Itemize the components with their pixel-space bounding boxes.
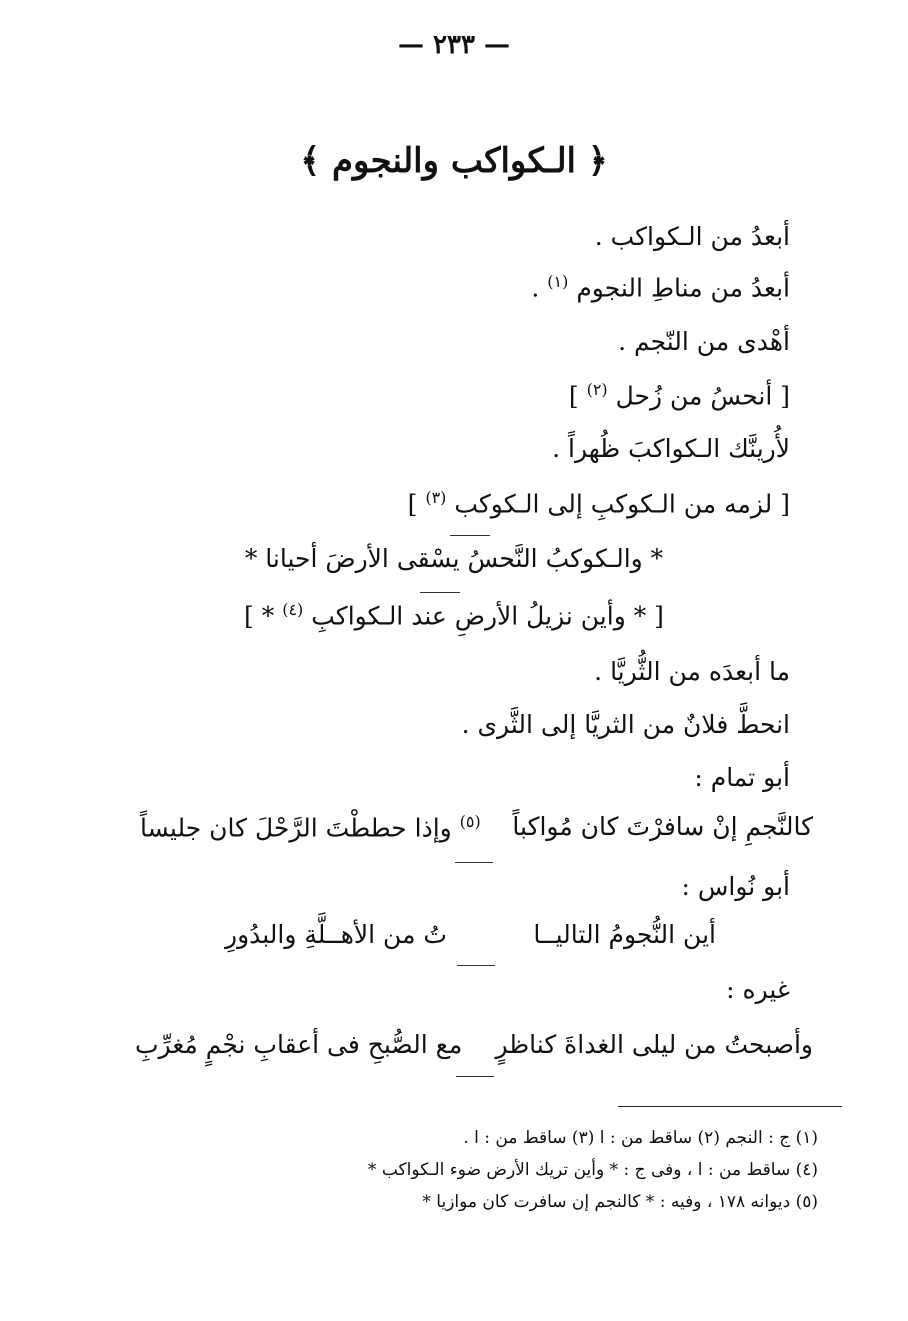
- footnote-marker: (٥): [459, 812, 481, 831]
- poet-name: أبو نُواس :: [681, 872, 790, 901]
- entry-text: [ * وأين نزيلُ الأرضِ عند الـكواكبِ: [311, 601, 664, 631]
- section-title: ﴿ الـكواكب والنجوم ﴾: [300, 141, 608, 181]
- entry-line: [594, 657, 790, 686]
- footnote: (٤) ساقط من : ا ، وفى ج : * وأين تريك الأرض ضوء الـكواكب *: [367, 1160, 818, 1180]
- hemistich-text: أين النُّجومُ التاليــا: [533, 920, 716, 949]
- verse-separator: [455, 862, 493, 863]
- entry-text: لأُرينَّك الـكواكبَ ظُهراً .: [552, 434, 790, 463]
- hemistich-text: وأصبحتُ من ليلى الغداةَ كناظرٍ: [495, 1030, 813, 1059]
- entry-end: ]: [568, 381, 579, 411]
- footnote-marker: (١): [547, 272, 569, 291]
- page-number: — ٢٣٣ —: [397, 30, 511, 60]
- entry-line: [618, 327, 790, 356]
- hemistich-text: مع الصُّبحِ فى أعقابِ نجْمٍ مُغرِّبِ: [135, 1030, 463, 1059]
- hemistich-line: [0, 600, 908, 630]
- footnote-marker: (٤): [282, 600, 304, 619]
- entry-end: ]: [407, 489, 418, 519]
- hemistich-text: تُ من الأهــلَّةِ والبدُورِ: [225, 920, 447, 949]
- footnote-rule: [618, 1106, 842, 1107]
- footnote-marker: (٣): [425, 488, 447, 507]
- hemistich-line: [0, 544, 908, 573]
- entry-line: [531, 272, 790, 302]
- poet-name: أبو تمام :: [694, 763, 790, 792]
- verse-first-hemistich: [512, 812, 813, 841]
- footnote: (١) ج : النجم (٢) ساقط من : ا (٣) ساقط من : ا .: [463, 1128, 818, 1148]
- verse-second-hemistich: [225, 920, 447, 949]
- footnote-marker: (٢): [586, 380, 608, 399]
- verse-overbar: [450, 535, 490, 536]
- entry-text: [ أنحسُ من زُحل: [615, 381, 790, 411]
- poet-label: [726, 975, 790, 1004]
- verse-first-hemistich: [495, 1030, 813, 1059]
- entry-text: أبعدُ من الـكواكب .: [594, 222, 790, 251]
- entry-line: [462, 710, 790, 739]
- verse-second-hemistich: [135, 1030, 462, 1059]
- entry-line: [408, 488, 790, 518]
- entry-text: أبعدُ من مناطِ النجوم: [576, 273, 790, 303]
- entry-text: أهْدى من النّجم .: [618, 327, 790, 356]
- hemistich-text: كالنَّجمِ إنْ سافرْتَ كان مُواكباً: [512, 812, 813, 841]
- entry-end: .: [531, 273, 540, 303]
- verse-separator: [456, 1076, 494, 1077]
- footnote: (٥) ديوانه ١٧٨ ، وفيه : * كالنجم إن سافرت كان موازيا *: [422, 1192, 818, 1212]
- verse-second-hemistich: [140, 812, 481, 842]
- verse-separator: [457, 965, 495, 966]
- entry-line: [595, 222, 790, 251]
- poet-label: [682, 872, 790, 901]
- entry-line: [552, 434, 790, 463]
- entry-text: انحطَّ فلانٌ من الثريَّا إلى الثَّرى .: [461, 710, 790, 739]
- verse-overbar: [420, 592, 460, 593]
- entry-text: ما أبعدَه من الثُّريَّا .: [594, 657, 790, 686]
- poet-label: [694, 763, 790, 792]
- hemistich-text: وإذا حططْتَ الرَّحْلَ كان جليساً: [140, 813, 452, 843]
- entry-line: [569, 380, 790, 410]
- entry-text: * والـكوكبُ النَّحسُ يسْقى الأرضَ أحيانا *: [244, 544, 664, 573]
- entry-text: [ لزمه من الـكوكبِ إلى الـكوكب: [454, 489, 790, 519]
- poet-name: غيره :: [726, 975, 790, 1004]
- entry-end: * ]: [244, 601, 275, 631]
- verse-first-hemistich: [533, 920, 716, 949]
